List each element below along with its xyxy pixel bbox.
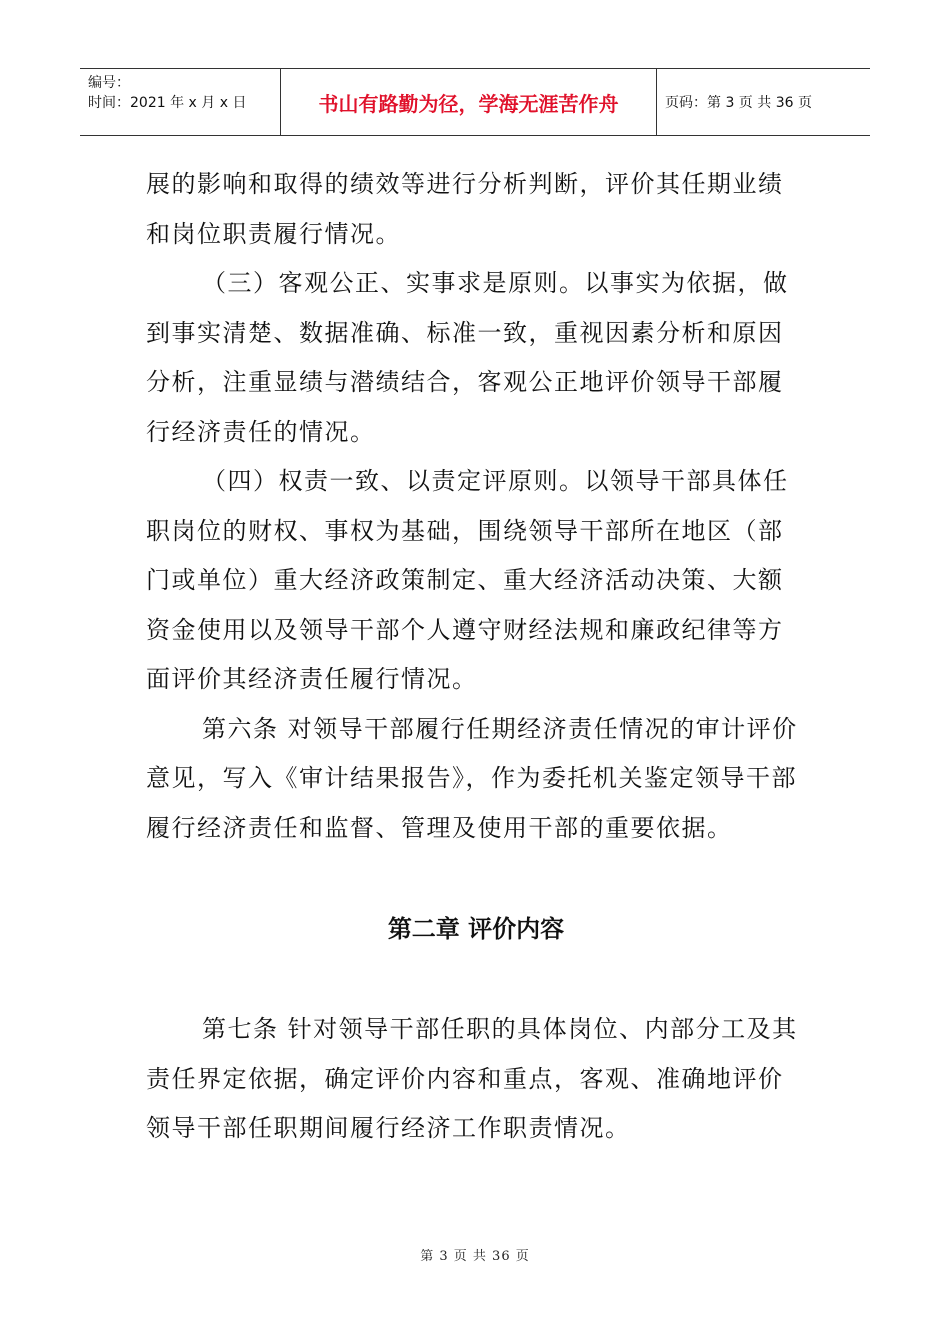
header-page-info: 页码：第 3 页 共 36 页 xyxy=(665,95,812,111)
header-motto: 书山有路勤为径，学海无涯苦作舟 xyxy=(281,69,657,135)
page-footer: 第 3 页 共 36 页 xyxy=(420,1249,530,1264)
paragraph-principle-3: （三）客观公正、实事求是原则。以事实为依据，做到事实清楚、数据准确、标准一致，重视因素分析和原因分析，注重显绩与潜绩结合，客观公正地评价领导干部履行经济责任的情况。 xyxy=(146,269,789,446)
header-meta xyxy=(80,69,281,135)
document-time-label: 时间：2021 年 x 月 x 日 xyxy=(88,95,247,111)
page-header xyxy=(80,68,870,136)
paragraph-article-7: 第七条 针对领导干部任职的具体岗位、内部分工及其责任界定依据，确定评价内容和重点，客观、准确地评价领导干部任职期间履行经济工作职责情况。 xyxy=(146,1015,798,1142)
paragraph-continuation: 展的影响和取得的绩效等进行分析判断，评价其任期业绩和岗位职责履行情况。 xyxy=(146,170,784,248)
paragraph-article-6: 第六条 对领导干部履行任期经济责任情况的审计评价意见，写入《审计结果报告》，作为委托机关鉴定领导干部履行经济责任和监督、管理及使用干部的重要依据。 xyxy=(146,714,798,842)
document-number-label: 编号： xyxy=(88,75,130,91)
document-body xyxy=(146,160,806,1154)
paragraph-principle-4: （四）权责一致、以责定评原则。以领导干部具体任职岗位的财权、事权为基础，围绕领导干部所在地区（部门或单位）重大经济政策制定、重大经济活动决策、大额资金使用以及领导干部个人遵守财经法规和廉政纪律等方面评价其经济责任履行情况。 xyxy=(146,467,789,693)
chapter-title: 第二章 评价内容 xyxy=(387,915,565,943)
